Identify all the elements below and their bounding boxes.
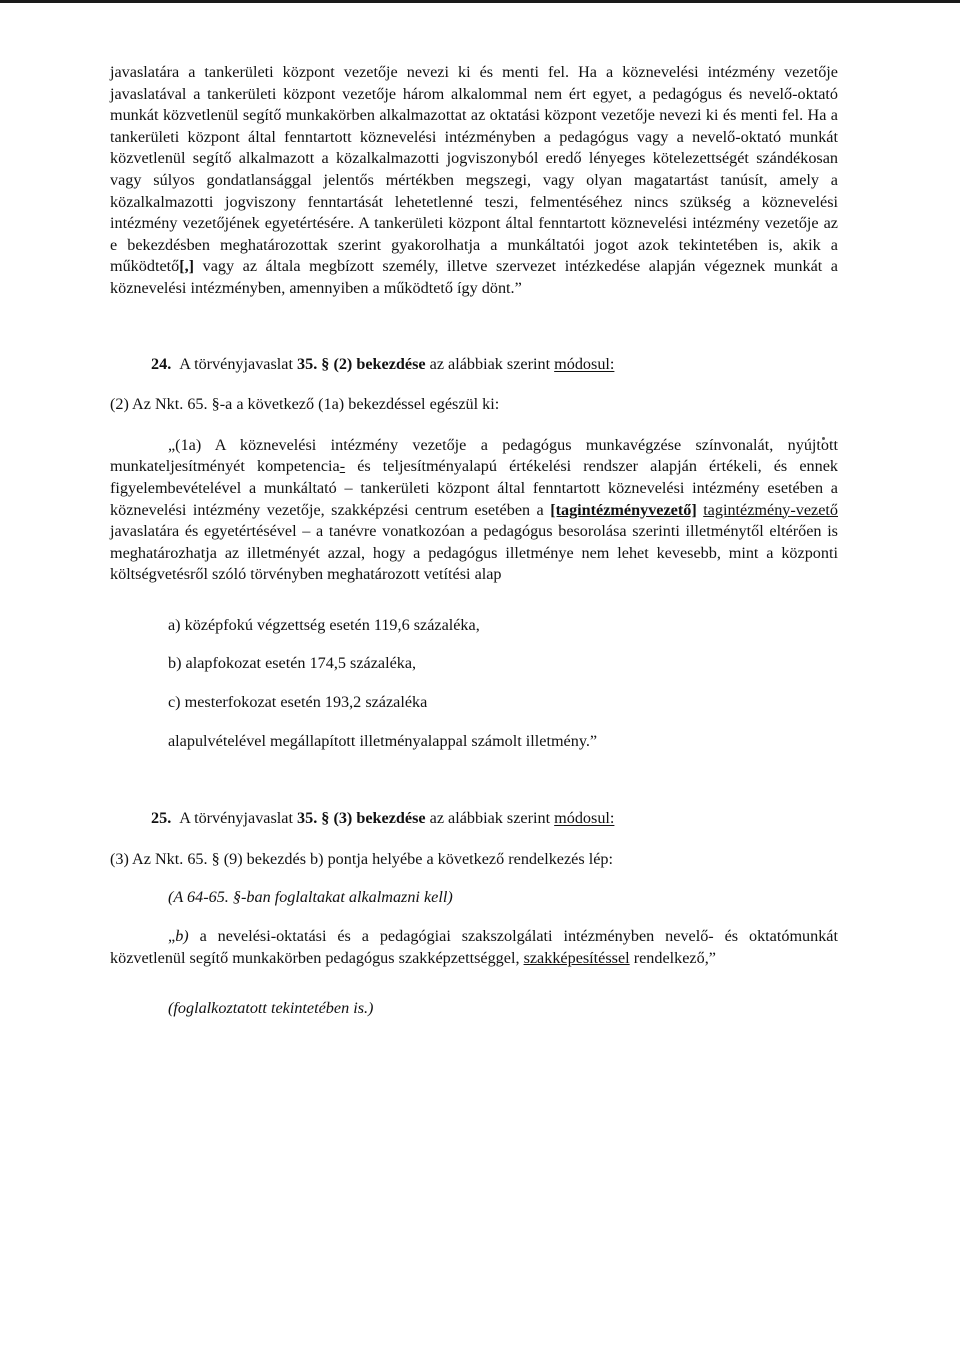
item-24-body — [110, 435, 838, 586]
intro-text-end: vagy az általa megbízott személy, illetve szervezet intézkedése alapján végeznek munkát a köznevelési intézményben, amennyiben a működtető így dönt.” — [110, 257, 838, 297]
item-25-point-label: b) — [175, 927, 189, 946]
page-top-border — [0, 0, 960, 3]
item-25-pre: A törvényjavaslat — [179, 809, 298, 828]
item-25-ref: 35. § (3) bekezdése — [297, 809, 426, 828]
item-24-closing: alapulvételével megállapított illetményalappal számolt illetmény.” — [168, 731, 598, 750]
item-25-number: 25. — [151, 809, 172, 828]
item-25-intro: (3) Az Nkt. 65. § (9) bekezdés b) pontja helyébe a következő rendelkezés lép: — [110, 849, 613, 868]
intro-insertion: [,] — [179, 257, 195, 276]
item-25-comma: , — [515, 948, 520, 967]
item-25-modosul: módosul: — [554, 809, 615, 828]
item-25-footer-context: (foglalkoztatott tekintetében is.) — [168, 999, 374, 1018]
item-24-body-dash: - — [339, 457, 346, 476]
item-24-body-a: „(1a) A köznevelési intézmény vezetője a pedagógus munkavégzése színvonalát, nyújtott munkateljesítményét kompetencia — [110, 435, 838, 476]
list-item-a: a) középfokú végzettség esetén 119,6 százaléka, — [168, 615, 480, 634]
item-25-body-b: rendelkező,” — [629, 948, 716, 967]
item-24-inserted-text: tagintézmény-vezető — [703, 500, 839, 519]
item-25-open-quote: „ — [168, 927, 176, 946]
intro-text: javaslatára a tankerületi központ vezetője nevezi ki és menti fel. Ha a köznevelési intézmény vezetője javaslatával a tankerületi központ vezetője három alkalommal nem ért egyet, a pedagógus és nevelő-oktató munkát közvetlenül segítő munkakörben alkalmazottat az oktatási központ vezetője nevezi ki és menti fel. Ha a tankerületi központ által fenntartott köznevelési intézményben a pedagógus vagy a nevelő-oktató munkát közvetlenül segítő alkalmazott a közalkalmazotti jogviszonyból eredő lényeges kötelezettségét szándékosan vagy súlyos gondatlansággal jelentős mértékben megszegi, vagy olyan magatartást tanúsít, amely a közalkalmazotti jogviszony fenntartását lehetetlenné teszi, felmentéséhez nincs szükség a köznevelési intézmény vezetőjének egyetértésére. A tankerületi központ által fenntartott köznevelési intézmény vezetője az e bekezdésben meghatározottak szerint gyakorolhatja a munkáltatói jogot azok tekintetében is, akik a működtető — [110, 63, 838, 276]
item-24-intro: (2) Az Nkt. 65. §-a a következő (1a) bekezdéssel egészül ki: — [110, 395, 500, 414]
item-24-body-b: és teljesítményalapú értékelési rendszer alapján értékeli, és ennek figyelembevételével a munkáltató – tankerületi központ által fenntartott köznevelési intézmény esetében a köznevelési intézmény vezetője, szakképzési centrum esetében a — [110, 457, 838, 519]
item-25-context: (A 64-65. §-ban foglaltakat alkalmazni kell) — [168, 888, 453, 907]
list-item-c: c) mesterfokozat esetén 193,2 százaléka — [168, 693, 428, 712]
item-24-modosul: módosul: — [554, 354, 615, 373]
document-page — [110, 62, 838, 1020]
item-24-body-c: javaslatára és egyetértésével – a tanévre vonatkozóan a pedagógus besorolása szerinti illetménytől eltérően is meghatározhatja az illetményét azzal, hogy a pedagógus illetménye nem lehet kevesebb, mint a központi költségvetésről szóló törvényben meghatározott vetítési alap — [110, 522, 838, 584]
item-25-inserted-text: szakképesítéssel — [523, 948, 630, 967]
item-25-body — [110, 926, 838, 969]
item-24-pre: A törvényjavaslat — [179, 354, 298, 373]
item-25-title — [151, 808, 838, 830]
item-24-deleted-text: [tagintézményvezető] — [550, 500, 697, 519]
item-24-number: 24. — [151, 354, 172, 373]
item-25-body-a: a nevelési-oktatási és a pedagógiai szakszolgálati intézményben nevelő- és oktatómunkát közvetlenül segítő munkakörben pedagógus szakképzettséggel — [110, 927, 838, 967]
item-24-ref: 35. § (2) bekezdése — [297, 354, 426, 373]
item-24-post: az alábbiak szerint — [425, 354, 555, 373]
list-item-b: b) alapfokozat esetén 174,5 százaléka, — [168, 654, 417, 673]
item-24-title — [151, 354, 838, 376]
intro-paragraph — [110, 62, 838, 300]
item-25-post: az alábbiak szerint — [425, 809, 555, 828]
